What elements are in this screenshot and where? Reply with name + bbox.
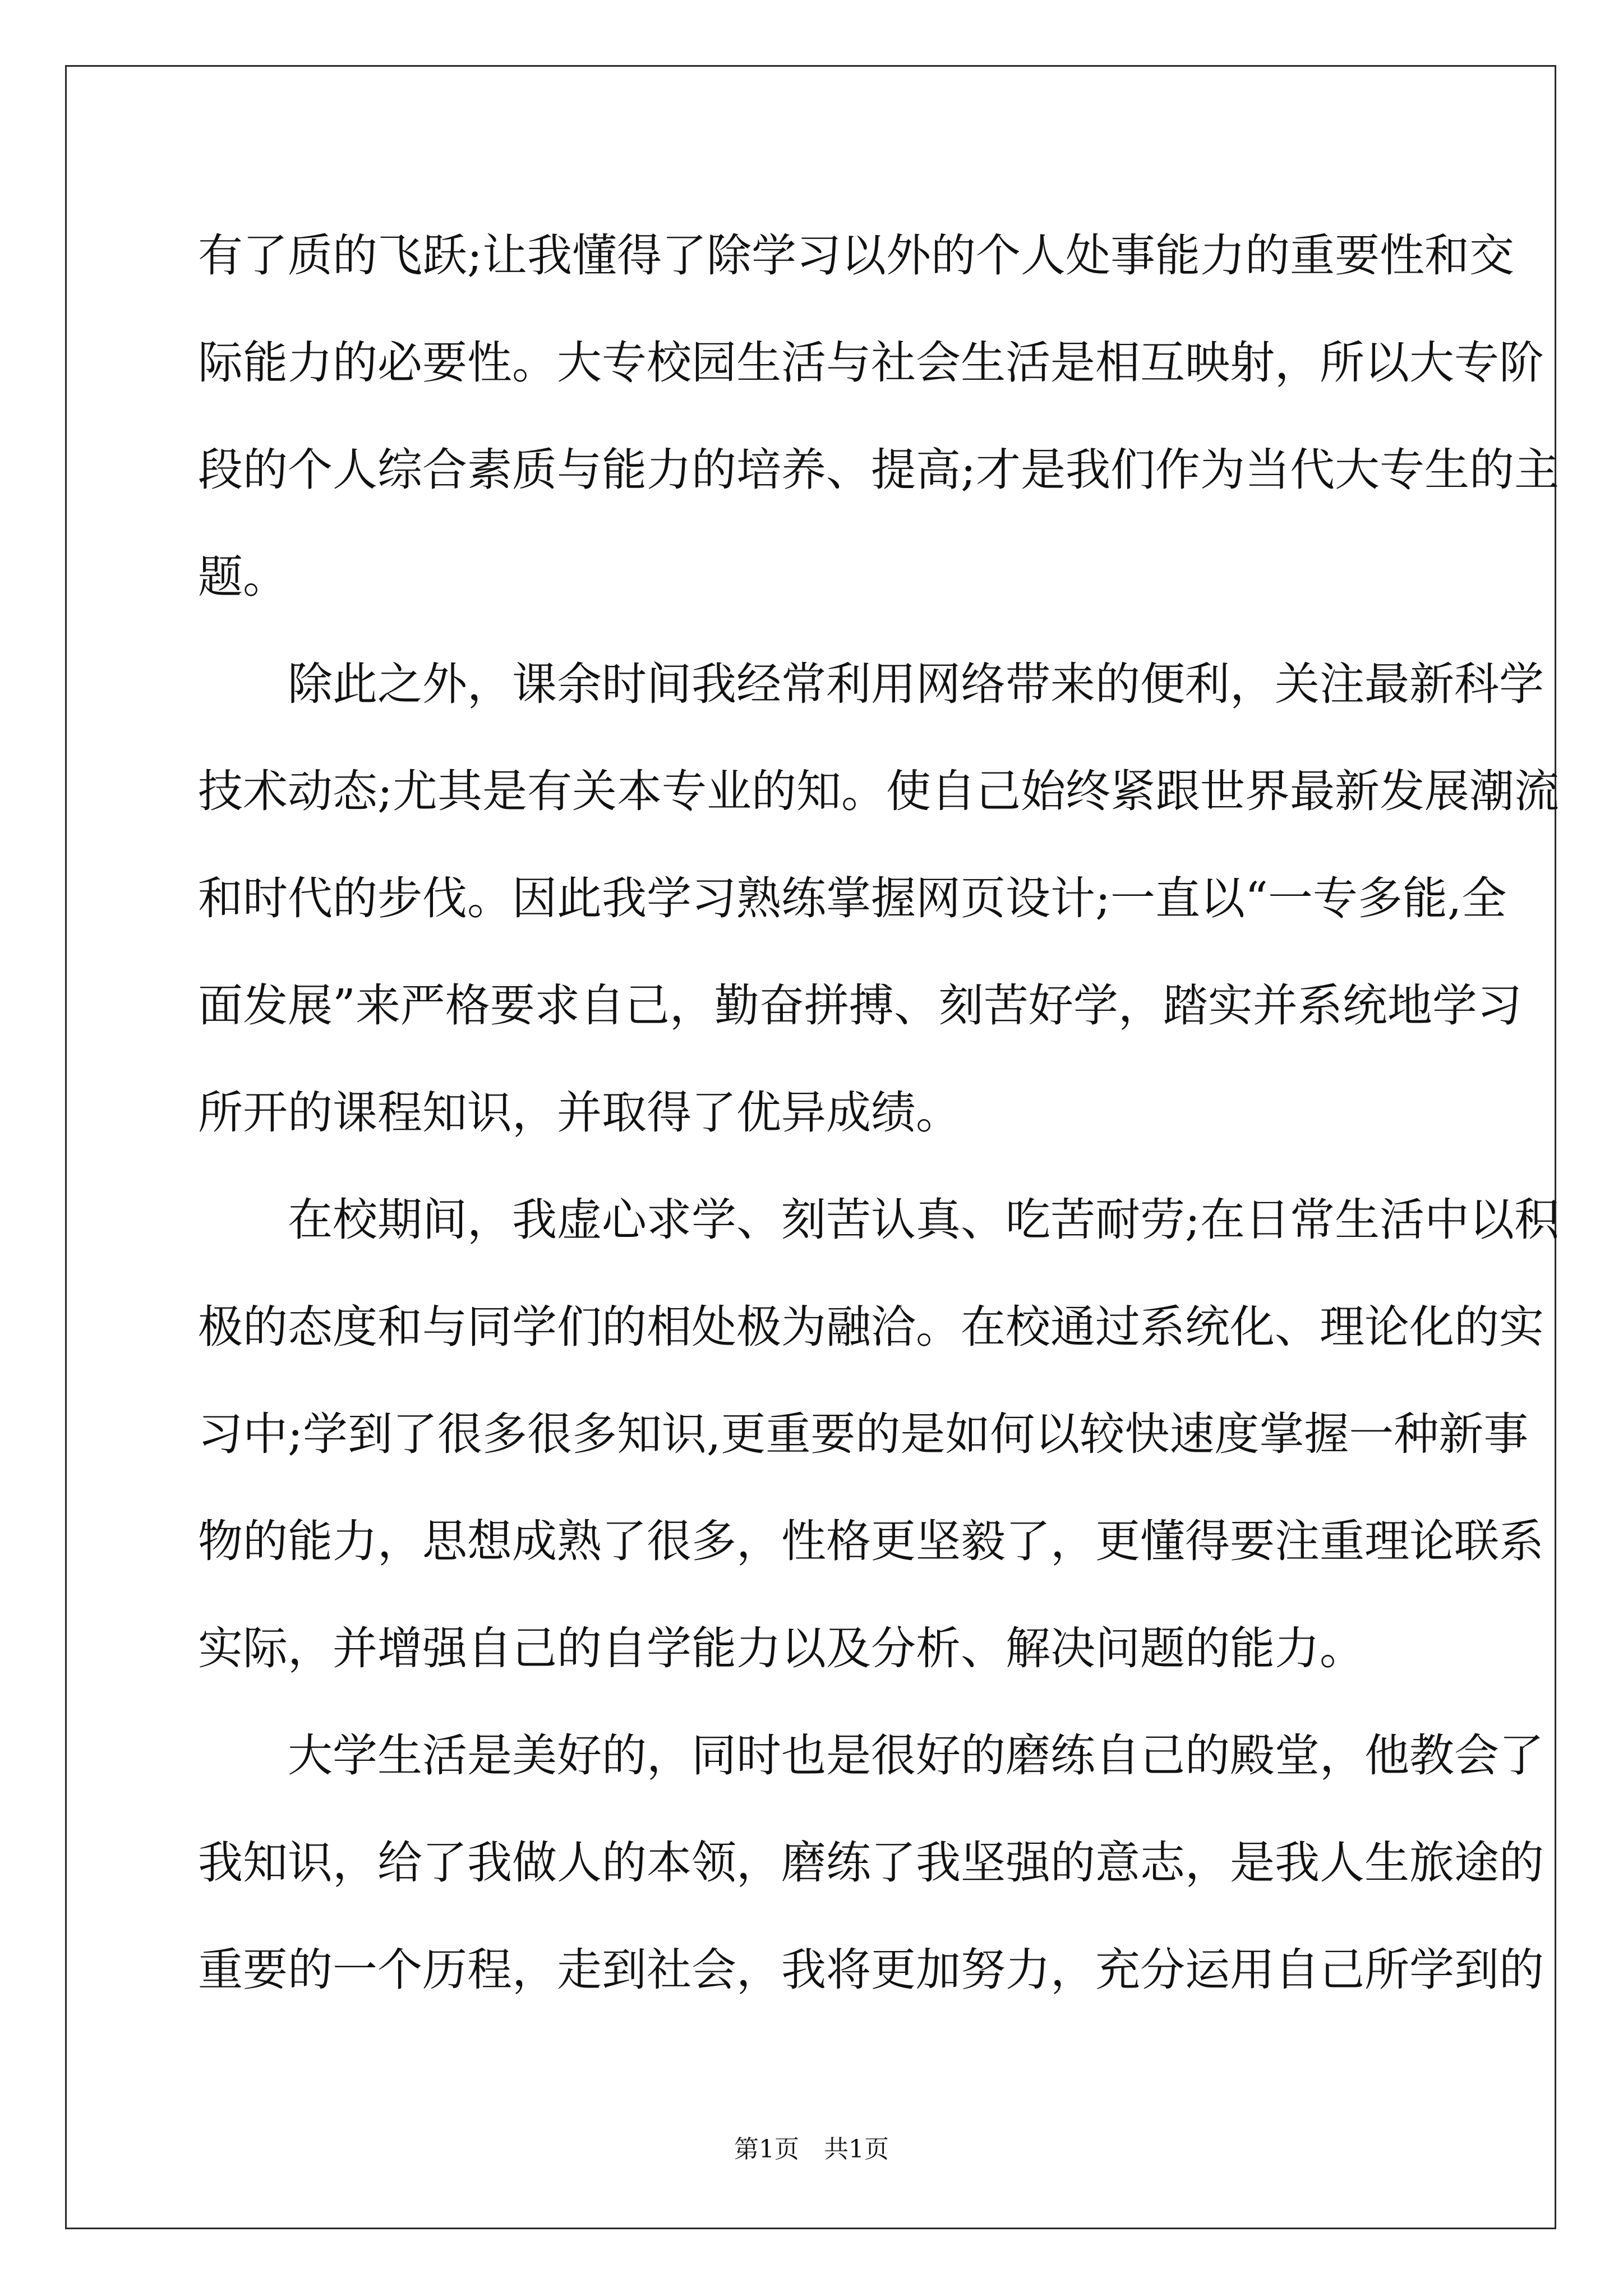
text-line: 极的态度和与同学们的相处极为融洽。在校通过系统化、理论化的实 — [198, 1301, 1544, 1353]
page-number-footer: 第1页 共1页 — [734, 2135, 889, 2164]
paragraph-first-line: 在校期间，我虚心求学、刻苦认真、吃苦耐劳;在日常生活中以积 — [288, 1194, 1559, 1246]
text-line: 和时代的步伐。因此我学习熟练掌握网页设计;一直以“一专多能,全 — [198, 872, 1507, 924]
text-line: 有了质的飞跃;让我懂得了除学习以外的个人处事能力的重要性和交 — [198, 229, 1514, 282]
text-line: 面发展”来严格要求自己，勤奋拼搏、刻苦好学，踏实并系统地学习 — [198, 979, 1522, 1032]
text-line: 题。 — [198, 551, 288, 603]
text-line: 习中;学到了很多很多知识,更重要的是如何以较快速度掌握一种新事 — [198, 1408, 1529, 1460]
text-line: 我知识，给了我做人的本领，磨练了我坚强的意志，是我人生旅途的 — [198, 1837, 1544, 1889]
text-line: 所开的课程知识，并取得了优异成绩。 — [198, 1087, 961, 1139]
document-body — [198, 202, 1559, 2023]
text-line: 段的个人综合素质与能力的培养、提高;才是我们作为当代大专生的主 — [198, 444, 1559, 496]
text-line: 实际，并增强自己的自学能力以及分析、解决问题的能力。 — [198, 1622, 1364, 1674]
text-line: 物的能力，思想成熟了很多，性格更坚毅了，更懂得要注重理论联系 — [198, 1515, 1544, 1567]
text-line: 际能力的必要性。大专校园生活与社会生活是相互映射，所以大专阶 — [198, 337, 1544, 389]
paragraph-first-line: 除此之外，课余时间我经常利用网络带来的便利，关注最新科学 — [288, 658, 1544, 710]
text-line: 技术动态;尤其是有关本专业的知。使自己始终紧跟世界最新发展潮流 — [198, 765, 1559, 817]
text-line: 重要的一个历程，走到社会，我将更加努力，充分运用自己所学到的 — [198, 1944, 1544, 1996]
paragraph-first-line: 大学生活是美好的，同时也是很好的磨练自己的殿堂，他教会了 — [288, 1729, 1544, 1782]
